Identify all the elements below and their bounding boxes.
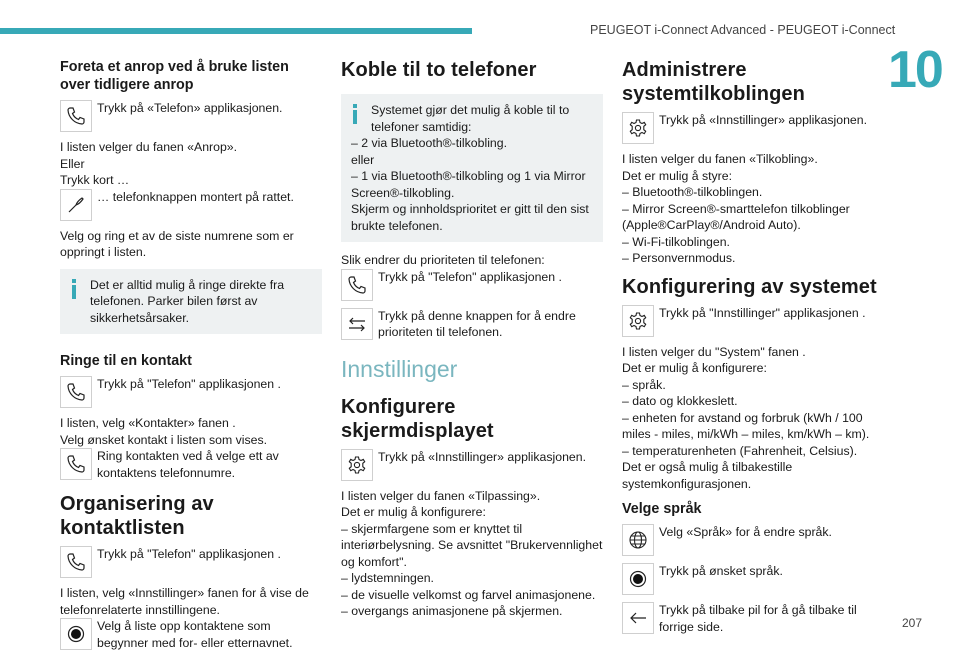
paragraph: – enheten for avstand og forbruk (kWh / 100 miles - miles, mi/kWh – miles, km/kWh – km). bbox=[622, 410, 870, 441]
step-text: Trykk på «Telefon» applikasjonen. bbox=[97, 101, 283, 115]
swap-arrows-icon bbox=[341, 308, 373, 340]
info-note bbox=[341, 94, 603, 242]
step-text: Trykk på ønsket språk. bbox=[659, 564, 783, 578]
column-3 bbox=[622, 58, 884, 642]
section-title-system-connection: Administrere systemtilkoblingen bbox=[622, 59, 805, 105]
step-text: Trykk på "Telefon" applikasjonen . bbox=[97, 547, 281, 561]
paragraph: I listen, velg «Kontakter» fanen . bbox=[60, 416, 236, 430]
paragraph: Det er mulig å styre: bbox=[622, 168, 733, 183]
info-icon bbox=[353, 104, 361, 124]
paragraph: – temperaturenheten (Fahrenheit, Celsius). bbox=[622, 443, 858, 458]
step-text: Trykk på «Innstillinger» applikasjonen. bbox=[659, 113, 868, 127]
section-title-call-history: Foreta et anrop ved å bruke listen over tidligere anrop bbox=[60, 59, 289, 93]
section-title-language: Velge språk bbox=[622, 501, 702, 517]
paragraph: I listen velger du fanen «Anrop». bbox=[60, 140, 238, 154]
paragraph: – lydstemningen. bbox=[341, 571, 434, 585]
step-text: … telefonknappen montert på rattet. bbox=[97, 189, 294, 204]
back-arrow-icon bbox=[622, 602, 654, 634]
step-text: Velg «Språk» for å endre språk. bbox=[659, 525, 832, 539]
column-2 bbox=[341, 58, 603, 620]
info-note bbox=[60, 269, 322, 335]
paragraph: Trykk kort … bbox=[60, 173, 130, 187]
note-text: – 1 via Bluetooth®-tilkobling og 1 via Mirror Screen®-tilkobling. bbox=[351, 169, 586, 200]
radio-button-icon bbox=[60, 618, 92, 650]
paragraph: – skjermfargene som er knyttet til interiørbelysning. Se avsnittet "Brukervennlighet og komfort". bbox=[341, 521, 603, 569]
paragraph: Det er også mulig å tilbakestille systemkonfigurasjonen. bbox=[622, 460, 793, 491]
phone-icon bbox=[60, 100, 92, 132]
paragraph: Eller bbox=[60, 156, 85, 171]
gear-icon bbox=[341, 449, 373, 481]
section-title-system-config: Konfigurering av systemet bbox=[622, 275, 877, 298]
paragraph: Velg ønsket kontakt i listen som vises. bbox=[60, 432, 268, 447]
step-text: Trykk på "Telefon" applikasjonen . bbox=[97, 377, 281, 391]
gear-icon bbox=[622, 305, 654, 337]
step-text: Ring kontakten ved å velge ett av kontaktens telefonnumre. bbox=[97, 449, 279, 480]
chapter-title-settings: Innstillinger bbox=[341, 355, 458, 382]
instruction-step bbox=[622, 305, 884, 337]
instruction-step bbox=[60, 189, 322, 221]
chapter-number: 10 bbox=[888, 41, 942, 99]
section-title-organize-contacts: Organisering av kontaktlisten bbox=[60, 493, 214, 539]
phone-icon bbox=[60, 376, 92, 408]
instruction-step bbox=[60, 100, 322, 132]
phone-icon bbox=[341, 269, 373, 301]
note-text: Systemet gjør det mulig å koble til to telefoner samtidig: bbox=[371, 103, 570, 134]
instruction-step bbox=[60, 376, 322, 408]
note-text: Skjerm og innholdsprioritet er gitt til den sist brukte telefonen. bbox=[351, 202, 589, 233]
step-text: Trykk på "Innstillinger" applikasjonen . bbox=[659, 305, 866, 320]
paragraph: – de visuelle velkomst og farvel animasjonene. bbox=[341, 587, 596, 602]
page-number: 207 bbox=[902, 616, 923, 630]
paragraph: Slik endrer du prioriteten til telefonen: bbox=[341, 253, 545, 267]
paragraph: I listen velger du fanen «Tilkobling». bbox=[622, 152, 818, 166]
page-header-title: PEUGEOT i-Connect Advanced - PEUGEOT i-Connect bbox=[590, 23, 896, 37]
paragraph: – Wi-Fi-tilkoblingen. bbox=[622, 234, 730, 249]
paragraph: Velg og ring et av de siste numrene som er oppringt i listen. bbox=[60, 228, 294, 259]
paragraph: – språk. bbox=[622, 377, 666, 392]
paragraph: – overgangs animasjonene på skjermen. bbox=[341, 604, 563, 618]
paragraph: I listen, velg «Innstillinger» fanen for å vise de telefonrelaterte innstillingene. bbox=[60, 586, 309, 617]
instruction-step bbox=[622, 602, 884, 635]
paragraph: Det er mulig å konfigurere: bbox=[341, 505, 486, 519]
instruction-step bbox=[60, 546, 322, 578]
instruction-step bbox=[622, 524, 884, 556]
paragraph: – dato og klokkeslett. bbox=[622, 394, 738, 408]
step-text: Velg å liste opp kontaktene som begynner med for- eller etternavnet. bbox=[97, 619, 293, 650]
globe-icon bbox=[622, 524, 654, 556]
instruction-step bbox=[622, 112, 884, 144]
section-title-call-contact: Ringe til en kontakt bbox=[60, 353, 192, 369]
section-title-two-phones: Koble til to telefoner bbox=[341, 59, 537, 81]
column-1 bbox=[60, 58, 322, 658]
radio-button-icon bbox=[622, 563, 654, 595]
note-text: – 2 via Bluetooth®-tilkobling. bbox=[351, 136, 508, 150]
instruction-step bbox=[341, 269, 603, 301]
section-title-display-config: Konfigurere skjermdisplayet bbox=[341, 395, 494, 442]
phone-icon bbox=[60, 546, 92, 578]
instruction-step bbox=[60, 618, 322, 651]
paragraph: I listen velger du fanen «Tilpassing». bbox=[341, 488, 541, 503]
note-text: eller bbox=[351, 152, 375, 167]
info-icon bbox=[72, 279, 80, 299]
paragraph: – Personvernmodus. bbox=[622, 251, 736, 265]
instruction-step bbox=[622, 563, 884, 595]
phone-icon bbox=[60, 448, 92, 480]
step-text: Trykk på tilbake pil for å gå tilbake til forrige side. bbox=[659, 603, 857, 634]
header-accent-bar bbox=[0, 28, 472, 34]
paragraph: I listen velger du "System" fanen . bbox=[622, 344, 806, 359]
paragraph: – Mirror Screen®-smarttelefon tilkoblinger (Apple®CarPlay®/Android Auto). bbox=[622, 201, 850, 232]
paragraph: – Bluetooth®-tilkoblingen. bbox=[622, 185, 763, 199]
paragraph: Det er mulig å konfigurere: bbox=[622, 361, 767, 375]
step-text: Trykk på denne knappen for å endre prioriteten til telefonen. bbox=[378, 308, 576, 339]
step-text: Trykk på «Innstillinger» applikasjonen. bbox=[378, 449, 587, 464]
instruction-step bbox=[341, 449, 603, 481]
step-text: Trykk på "Telefon" applikasjonen . bbox=[378, 269, 562, 284]
instruction-step bbox=[60, 448, 322, 481]
gear-icon bbox=[622, 112, 654, 144]
note-text: Det er alltid mulig å ringe direkte fra telefonen. Parker bilen først av sikkerhetsårsaker. bbox=[90, 277, 285, 325]
steering-phone-icon bbox=[60, 189, 92, 221]
instruction-step bbox=[341, 308, 603, 341]
